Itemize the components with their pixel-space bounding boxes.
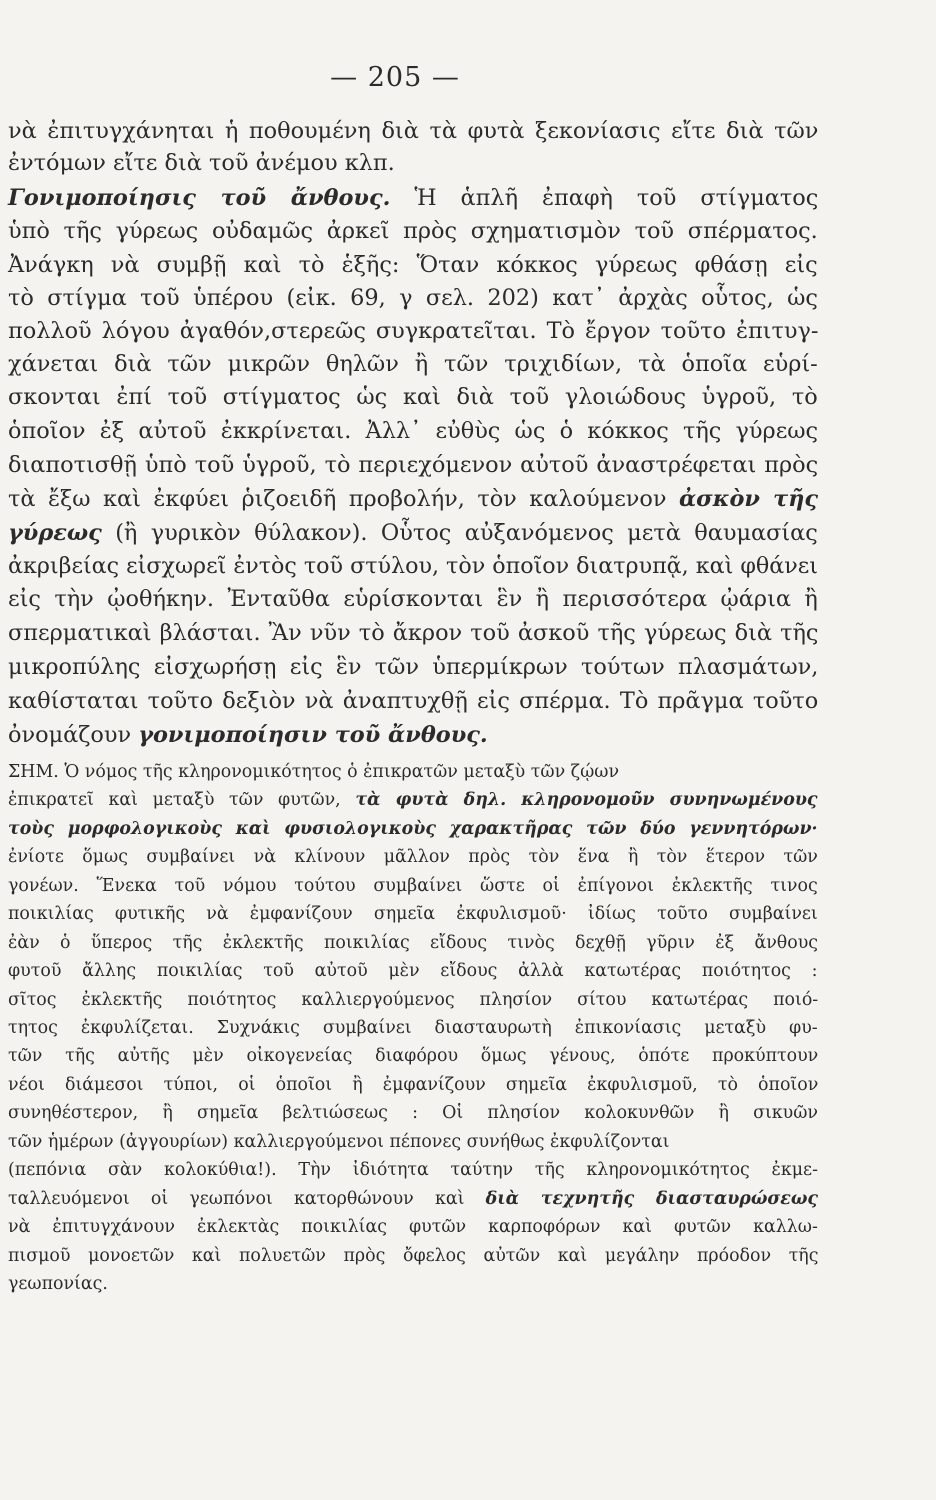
body-line bbox=[8, 555, 818, 577]
note-line bbox=[8, 1219, 818, 1236]
body-line bbox=[8, 690, 818, 712]
note-text: ΣΗΜ. Ὁ νόμος τῆς κληρονομικότητος ὁ ἐπικρατῶν μεταξὺ τῶν ζῴων bbox=[8, 762, 620, 782]
note-text: τῶν ἡμέρων (ἀγγουρίων) καλλιεργούμενοι πέπονες συνήθως ἐκφυλίζονται bbox=[8, 1132, 670, 1152]
body-text: χάνεται διὰ τῶν μικρῶν θηλῶν ἢ τῶν τριχιδίων, τὰ ὁποῖα εὑρί- bbox=[8, 351, 818, 377]
note-line bbox=[8, 821, 818, 838]
body-line bbox=[8, 254, 818, 276]
body-text: καθίσταται τοῦτο δεξιὸν νὰ ἀναπτυχθῇ εἰς σπέρμα. Τὸ πρᾶγμα τοῦτο bbox=[8, 688, 819, 714]
note-text: τητος ἐκφυλίζεται. Συχνάκις συμβαίνει διασταυρωτὴ ἐπικονίασις μεταξὺ φυ- bbox=[8, 1018, 818, 1038]
body-text: διαποτισθῇ ὑπὸ τοῦ ὑγροῦ, τὸ περιεχόμενον αὐτοῦ ἀναστρέφεται πρὸς bbox=[8, 452, 819, 478]
note-line bbox=[8, 992, 818, 1009]
note-line bbox=[8, 1048, 818, 1065]
note-line bbox=[8, 1077, 818, 1094]
note-line bbox=[8, 1020, 818, 1037]
note-text: τῶν τῆς αὐτῆς μὲν οἰκογενείας διαφόρου ὅμως γένους, ὁπότε προκύπτουν bbox=[8, 1046, 819, 1066]
body-text: πολλοῦ λόγου ἀγαθόν,στερεῶς συγκρατεῖται. Τὸ ἔργον τοῦτο ἐπιτυγ- bbox=[8, 318, 819, 344]
note-line bbox=[8, 935, 818, 952]
note-line bbox=[8, 1191, 818, 1208]
body-line bbox=[8, 522, 818, 544]
body-line bbox=[8, 353, 818, 375]
note-text: ταλλευόμενοι οἱ γεωπόνοι κατορθώνουν καὶ bbox=[8, 1189, 486, 1209]
body-line bbox=[8, 488, 818, 510]
note-text: γονέων. Ἕνεκα τοῦ νόμου τούτου συμβαίνει ὥστε οἱ ἐπίγονοι ἐκλεκτῆς τινος bbox=[8, 876, 818, 896]
body-text: Ἀνάγκη νὰ συμβῇ καὶ τὸ ἑξῆς: Ὅταν κόκκος γύρεως φθάσῃ εἰς bbox=[8, 252, 818, 278]
note-emphasis: διὰ τεχνητῆς διασταυρώσεως bbox=[485, 1189, 818, 1209]
note-text: πισμοῦ μονοετῶν καὶ πολυετῶν πρὸς ὄφελος αὐτῶν καὶ μεγάλην πρόοδον τῆς bbox=[8, 1246, 819, 1266]
body-line bbox=[8, 220, 818, 242]
note-line bbox=[8, 764, 619, 781]
page-number: — 205 — bbox=[330, 62, 460, 93]
body-line bbox=[8, 454, 818, 476]
note-text: νέοι διάμεσοι τύποι, οἱ ὁποῖοι ἢ ἐμφανίζουν σημεῖα ἐκφυλισμοῦ, τὸ ὁποῖον bbox=[8, 1075, 819, 1095]
body-text: τὸ στίγμα τοῦ ὑπέρου (εἰκ. 69, γ σελ. 202) κατ᾽ ἀρχὰς οὗτος, ὡς bbox=[8, 285, 818, 311]
note-emphasis: τὰ φυτὰ δηλ. κληρονομοῦν συνηνωμένους bbox=[355, 790, 818, 810]
note-line bbox=[8, 878, 818, 895]
note-line bbox=[8, 1134, 669, 1151]
body-line bbox=[8, 287, 818, 309]
note-text: σῖτος ἐκλεκτῆς ποιότητος καλλιεργούμενος πλησίον σίτου κατωτέρας ποιό- bbox=[8, 990, 819, 1010]
body-line bbox=[8, 152, 395, 174]
body-line bbox=[8, 420, 818, 442]
note-line bbox=[8, 849, 818, 866]
body-emphasis: Γονιμοποίησις τοῦ ἄνθους. bbox=[8, 185, 391, 211]
body-line bbox=[8, 622, 818, 644]
body-text: ἀκριβείας εἰσχωρεῖ ἐντὸς τοῦ στύλου, τὸν ὁποῖον διατρυπᾷ, καὶ φθάνει bbox=[8, 553, 818, 579]
body-text: Ἡ ἁπλῆ ἐπαφὴ τοῦ στίγματος bbox=[390, 185, 819, 211]
note-text: ἐπικρατεῖ καὶ μεταξὺ τῶν φυτῶν, bbox=[8, 790, 356, 810]
note-line bbox=[8, 1105, 818, 1122]
body-text: σπερματικαὶ βλάσται. Ἂν νῦν τὸ ἄκρον τοῦ ἀσκοῦ τῆς γύρεως διὰ τῆς bbox=[8, 620, 819, 646]
body-line bbox=[8, 320, 818, 342]
body-text: ὀνομάζουν bbox=[8, 722, 139, 748]
body-line bbox=[8, 120, 818, 142]
body-text: τὰ ἔξω καὶ ἐκφύει ῥιζοειδῆ προβολήν, τὸν καλούμενον bbox=[8, 486, 679, 512]
body-line bbox=[8, 187, 818, 209]
body-emphasis: ἀσκὸν τῆς bbox=[678, 486, 819, 512]
note-line bbox=[8, 906, 818, 923]
note-emphasis: τοὺς μορφολογικοὺς καὶ φυσιολογικοὺς χαρακτῆρας τῶν δύο γεννητόρων· bbox=[8, 819, 818, 839]
body-line bbox=[8, 656, 818, 678]
body-line bbox=[8, 588, 818, 610]
note-text: ἐνίοτε ὅμως συμβαίνει νὰ κλίνουν μᾶλλον πρὸς τὸν ἕνα ἢ τὸν ἕτερον τῶν bbox=[8, 847, 818, 867]
note-text: γεωπονίας. bbox=[8, 1274, 108, 1294]
note-text: συνηθέστερον, ἢ σημεῖα βελτιώσεως : Οἱ πλησίον κολοκυνθῶν ἢ σικυῶν bbox=[8, 1103, 818, 1123]
note-line bbox=[8, 1162, 818, 1179]
body-text: ὁποῖον ἐξ αὐτοῦ ἐκκρίνεται. Ἀλλ᾽ εὐθὺς ὡς ὁ κόκκος τῆς γύρεως bbox=[8, 418, 819, 444]
note-text: ἐὰν ὁ ὕπερος τῆς ἐκλεκτῆς ποικιλίας εἴδους τινὸς δεχθῇ γῦριν ἐξ ἄνθους bbox=[8, 933, 819, 953]
body-text: εἰς τὴν ᾠοθήκην. Ἐνταῦθα εὑρίσκονται ἓν ἢ περισσότερα ᾠάρια ἢ bbox=[8, 586, 818, 612]
body-emphasis: γονιμοποίησιν τοῦ ἄνθους. bbox=[138, 722, 488, 748]
note-text: φυτοῦ ἄλλης ποικιλίας τοῦ αὐτοῦ μὲν εἴδους ἀλλὰ κατωτέρας ποιότητος : bbox=[8, 961, 818, 981]
body-text: ὑπὸ τῆς γύρεως οὐδαμῶς ἀρκεῖ πρὸς σχηματισμὸν τοῦ σπέρματος. bbox=[8, 218, 818, 244]
body-text: μικροπύλης εἰσχωρήσῃ εἰς ἓν τῶν ὑπερμίκρων τούτων πλασμάτων, bbox=[8, 654, 819, 680]
note-line bbox=[8, 963, 818, 980]
note-text: νὰ ἐπιτυγχάνουν ἐκλεκτὰς ποικιλίας φυτῶν καρποφόρων καὶ φυτῶν καλλω- bbox=[8, 1217, 818, 1237]
body-line bbox=[8, 724, 488, 746]
note-line bbox=[8, 1276, 108, 1293]
note-line bbox=[8, 792, 817, 809]
body-text: (ἢ γυρικὸν θύλακον). Οὗτος αὐξανόμενος μετὰ θαυμασίας bbox=[101, 520, 818, 546]
body-text: σκονται ἐπί τοῦ στίγματος ὡς καὶ διὰ τοῦ γλοιώδους ὑγροῦ, τὸ bbox=[8, 384, 818, 410]
body-text: ἐντόμων εἴτε διὰ τοῦ ἀνέμου κλπ. bbox=[8, 150, 395, 176]
note-line bbox=[8, 1248, 818, 1265]
body-line bbox=[8, 386, 818, 408]
note-text: (πεπόνια σὰν κολοκύθια!). Τὴν ἰδιότητα ταύτην τῆς κληρονομικότητος ἐκμε- bbox=[8, 1160, 818, 1180]
body-text: νὰ ἐπιτυγχάνηται ἡ ποθουμένη διὰ τὰ φυτὰ ξεκονίασις εἴτε διὰ τῶν bbox=[8, 118, 819, 144]
body-emphasis: γύρεως bbox=[8, 520, 102, 546]
note-text: ποικιλίας φυτικῆς νὰ ἐμφανίζουν σημεῖα ἐκφυλισμοῦ· ἰδίως τοῦτο συμβαίνει bbox=[8, 904, 818, 924]
